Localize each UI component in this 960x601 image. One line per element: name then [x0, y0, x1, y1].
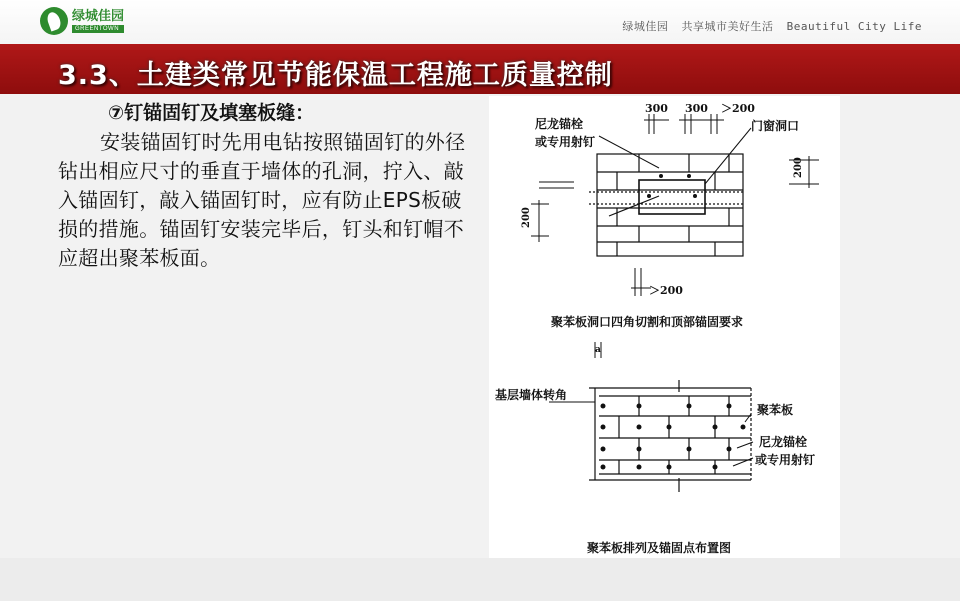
label-eps-board: 聚苯板: [757, 403, 794, 417]
label-door-window-opening: 门窗洞口: [751, 119, 800, 133]
leaf-logo-icon: [40, 7, 68, 35]
dim-gt200-top: ＞200: [721, 102, 755, 115]
slide-title: 3.3、土建类常见节能保温工程施工质量控制: [58, 60, 613, 91]
top-bar: [0, 0, 960, 44]
slogan-brand: 绿城佳园: [622, 20, 669, 33]
greentown-logo: [40, 6, 124, 36]
construction-diagram: [489, 96, 840, 558]
logo-english-name: GREENTOWN: [72, 25, 124, 33]
label-wall-corner: 基层墙体转角: [495, 388, 568, 402]
label-special-nail-bottom: 或专用射钉: [755, 453, 816, 467]
logo-chinese-name: 绿城佳园: [72, 8, 125, 24]
top-figure-caption: 聚苯板洞口四角切割和顶部锚固要求: [551, 315, 744, 329]
label-nylon-anchor: 尼龙锚栓: [535, 117, 584, 131]
dim-300-a: 300: [645, 102, 668, 115]
content-text-box: [58, 98, 478, 273]
footer-band: [0, 558, 960, 601]
body-paragraph: 安装锚固钉时先用电钻按照锚固钉的外径钻出相应尺寸的垂直于墙体的孔洞，拧入、敲入锚固钉，敲入锚固钉时，应有防止EPS板破损的措施。锚固钉安装完毕后，钉头和钉帽不应超出聚苯板面。: [58, 130, 466, 270]
anchor-points-top: [647, 174, 697, 198]
dim-left-200: 200: [521, 207, 532, 228]
dim-gt200-bottom: ＞200: [649, 284, 683, 297]
slogan-english: Beautiful City Life: [786, 20, 922, 33]
dim-300-b: 300: [685, 102, 708, 115]
title-banner: [0, 44, 960, 94]
top-dimension-marks: [644, 114, 724, 134]
insulation-board-grid-top: [589, 154, 743, 256]
label-nylon-anchor-bottom: 尼龙锚栓: [759, 435, 808, 449]
bottom-figure-caption: 聚苯板排列及锚固点布置图: [587, 541, 732, 555]
slogan-chinese: 共享城市美好生活: [681, 20, 774, 33]
dim-a: a: [595, 345, 601, 355]
section-heading: ⑦钉锚固钉及填塞板缝：: [108, 102, 315, 124]
dim-right-200: 200: [793, 157, 804, 178]
insulation-board-grid-bottom: [589, 380, 751, 492]
diagram-svg: [489, 96, 840, 558]
slogan: [616, 18, 922, 34]
label-special-nail: 或专用射钉: [535, 135, 596, 149]
